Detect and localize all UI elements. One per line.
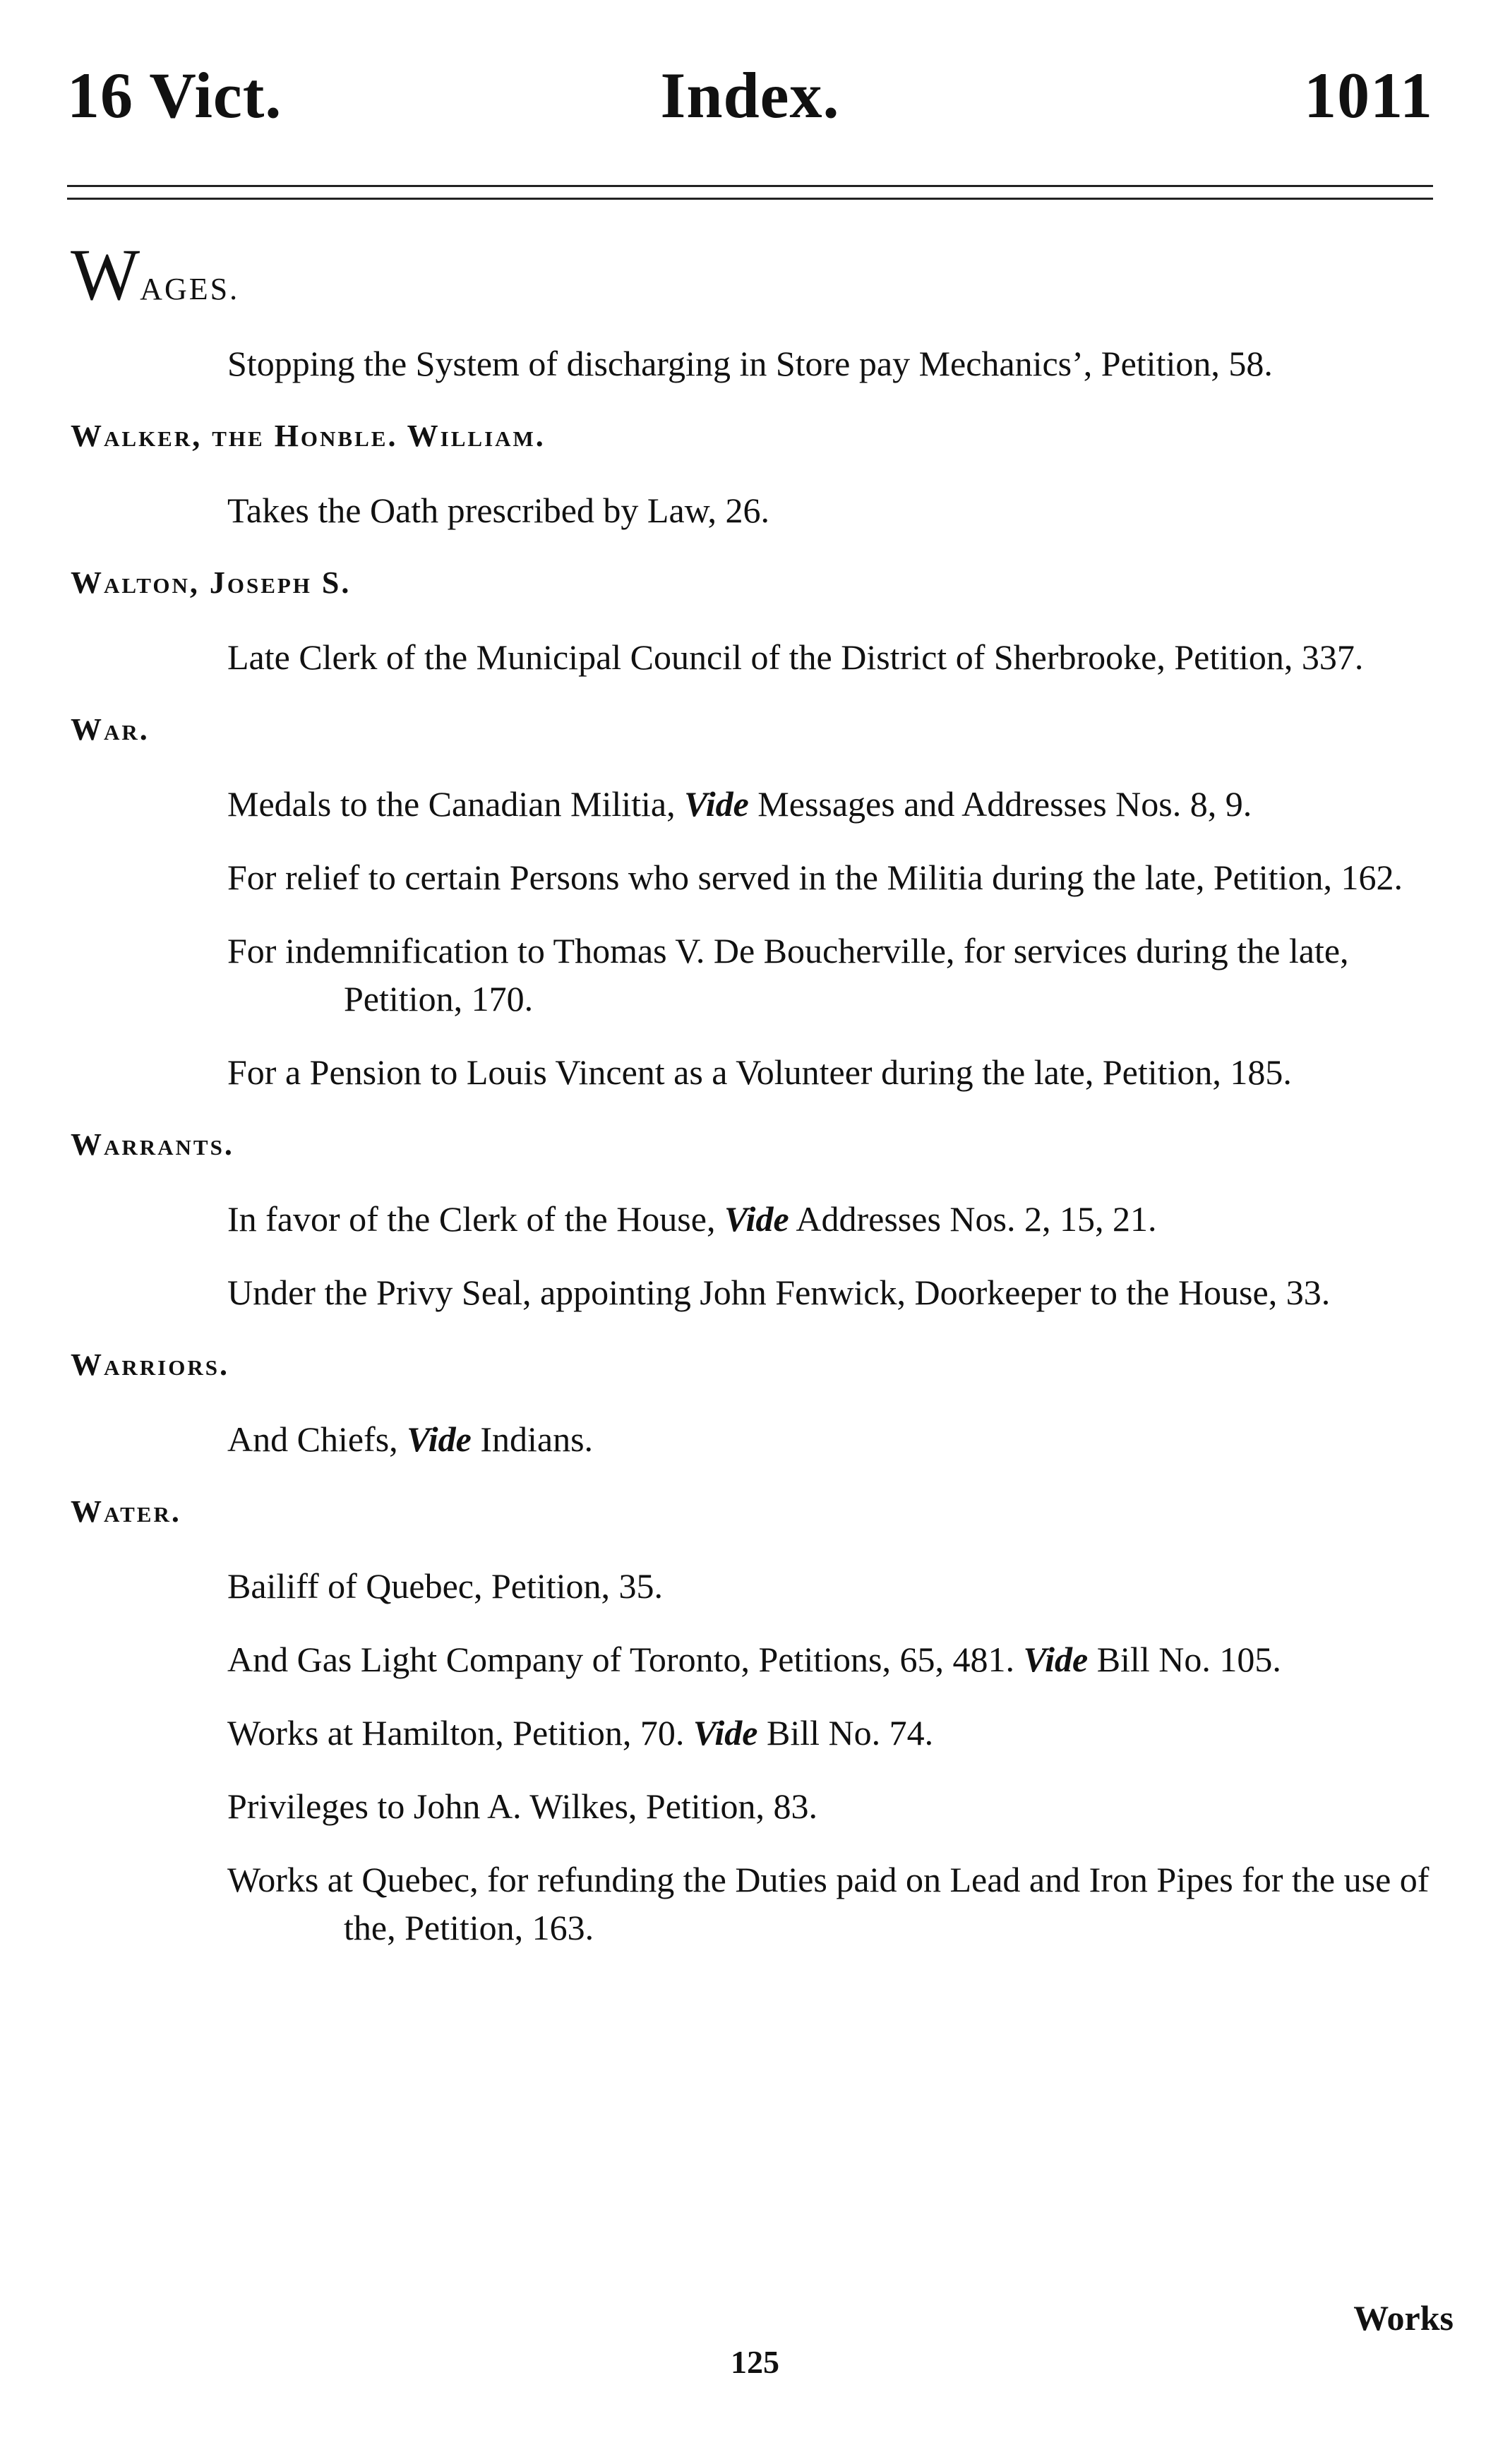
index-heading — [71, 234, 1437, 315]
index-entry: For indemnification to Thomas V. De Boucherville, for services during the late, Petition, 170. — [227, 931, 1349, 1018]
index-entry: Takes the Oath prescribed by Law, 26. — [227, 491, 769, 530]
header-rule-bottom — [67, 198, 1433, 200]
heading-rest: AGES. — [140, 272, 240, 306]
vide-reference: Vide — [693, 1713, 758, 1753]
index-heading: Walker, the Honble. William. — [71, 419, 546, 453]
vide-reference: Vide — [724, 1199, 789, 1239]
index-entry: Late Clerk of the Municipal Council of the District of Sherbrooke, Petition, 337. — [227, 637, 1364, 677]
index-entry — [227, 1195, 1437, 1243]
entry-text: Bill No. 105. — [1088, 1640, 1281, 1679]
index-entry: Bailiff of Quebec, Petition, 35. — [227, 1566, 664, 1606]
entry-text: Addresses Nos. 2, 15, 21. — [789, 1199, 1157, 1239]
index-heading: War. — [71, 712, 150, 747]
index-entry — [227, 1709, 1437, 1757]
index-entry: Stopping the System of discharging in Store pay Mechanics’, Petition, 58. — [227, 344, 1273, 383]
header-rule-top — [67, 185, 1433, 187]
vide-reference: Vide — [1023, 1640, 1089, 1679]
index-entry: Works at Quebec, for refunding the Duties paid on Lead and Iron Pipes for the use of the, Petition, 163. — [227, 1860, 1430, 1947]
index-heading: Warriors. — [71, 1347, 229, 1382]
vide-reference: Vide — [684, 784, 749, 824]
index-heading: Water. — [71, 1494, 181, 1529]
page-header — [67, 56, 1433, 134]
page-number: 1011 — [1304, 59, 1433, 131]
entry-text: Indians. — [471, 1419, 594, 1459]
entry-text: Bill No. 74. — [757, 1713, 934, 1753]
heading-initial: W — [71, 234, 140, 315]
entry-text: Medals to the Canadian Militia, — [227, 784, 685, 824]
entry-text: And Chiefs, — [227, 1419, 407, 1459]
vide-reference: Vide — [407, 1419, 472, 1459]
index-entry — [227, 1415, 1437, 1463]
index-entry: For relief to certain Persons who served in the Militia during the late, Petition, 162. — [227, 858, 1403, 897]
entry-text: In favor of the Clerk of the House, — [227, 1199, 724, 1239]
index-entry: For a Pension to Louis Vincent as a Volunteer during the late, Petition, 185. — [227, 1052, 1292, 1092]
entry-text: And Gas Light Company of Toronto, Petitions, 65, 481. — [227, 1640, 1024, 1679]
index-entry: Privileges to John A. Wilkes, Petition, 83. — [227, 1786, 817, 1826]
entry-text: Works at Hamilton, Petition, 70. — [227, 1713, 693, 1753]
index-content — [71, 234, 1437, 1952]
page-title: Index. — [660, 59, 840, 131]
index-entry — [227, 1635, 1437, 1683]
index-heading: Walton, Joseph S. — [71, 565, 352, 600]
volume-label: 16 Vict. — [67, 59, 282, 131]
signature-mark: 125 — [731, 2344, 779, 2380]
entry-text: Messages and Addresses Nos. 8, 9. — [748, 784, 1252, 824]
catchword: Works — [1353, 2298, 1454, 2338]
index-entry: Under the Privy Seal, appointing John Fenwick, Doorkeeper to the House, 33. — [227, 1273, 1331, 1312]
index-entry — [227, 780, 1437, 828]
index-heading: Warrants. — [71, 1127, 234, 1162]
